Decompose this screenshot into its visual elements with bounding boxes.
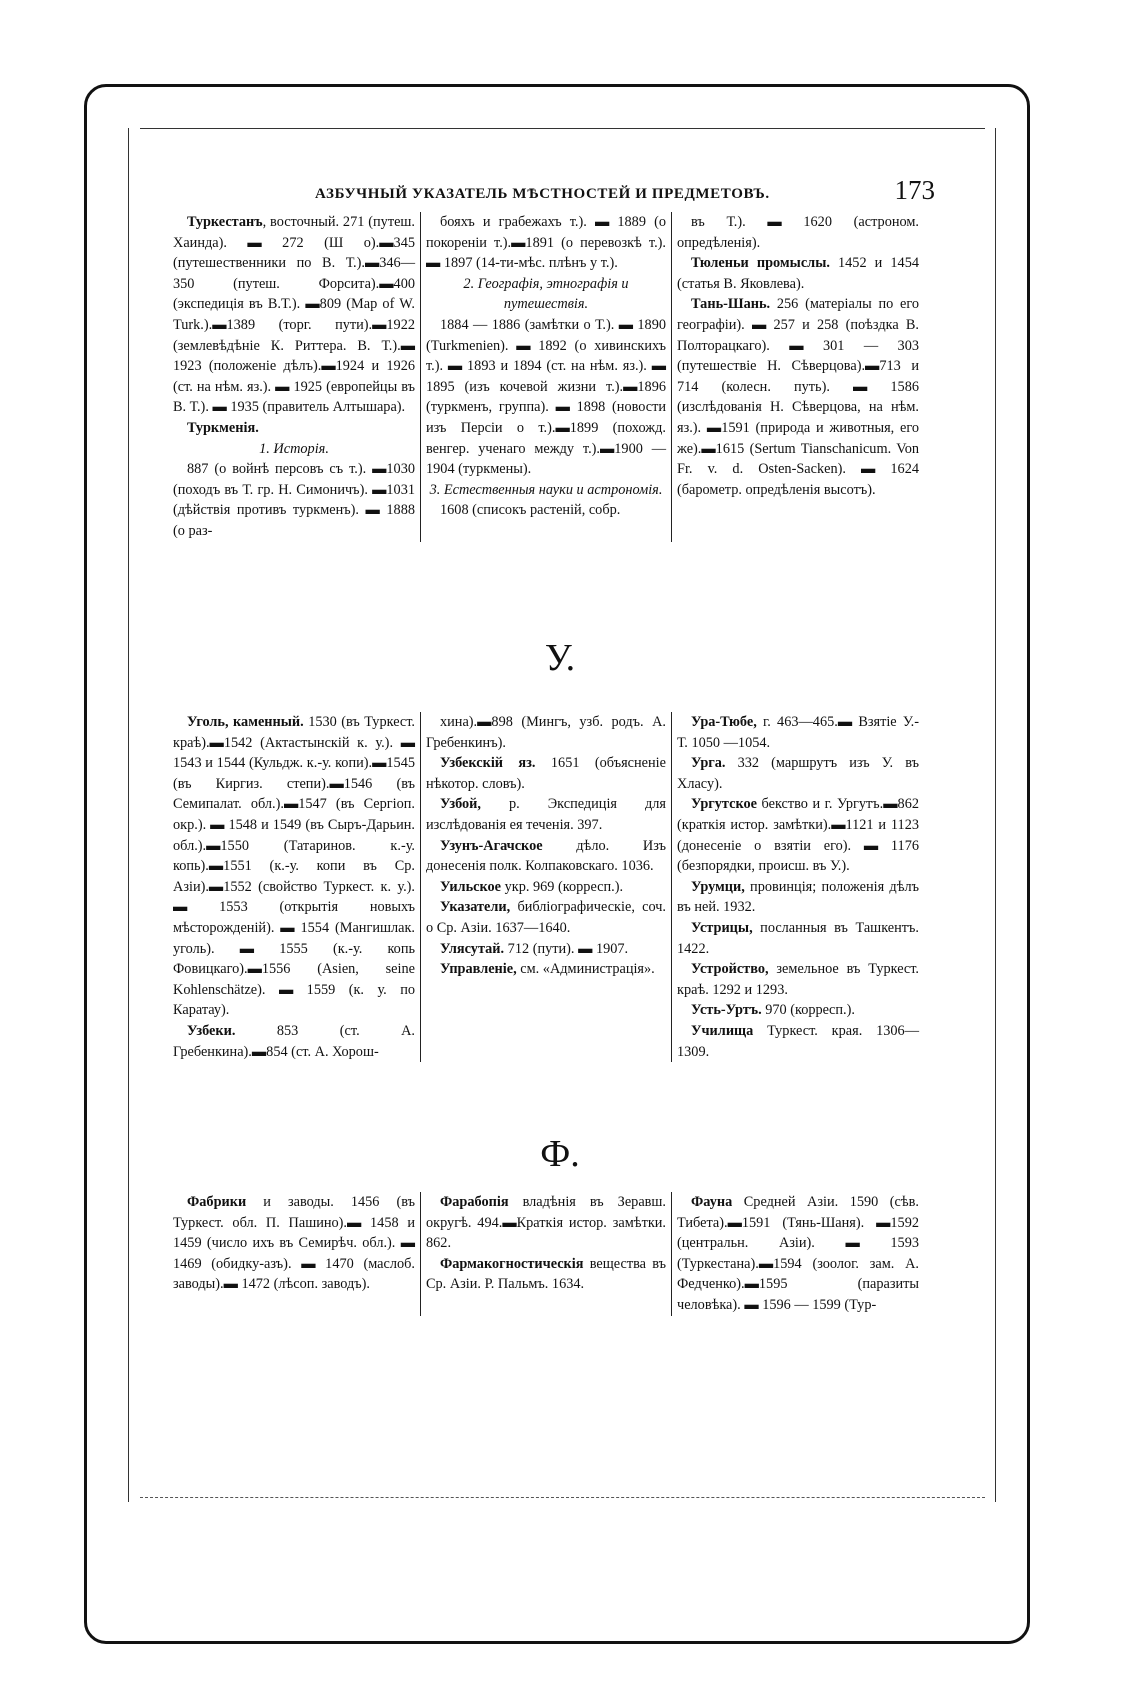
running-header (165, 172, 945, 212)
section-u-col1 (168, 712, 420, 1062)
entry-text: 970 (корреcп.). (761, 1002, 855, 1019)
entry-text: р. Экспедиція для изслѣдованія ея теченія. 397. (426, 796, 666, 833)
section-f-col1 (168, 1192, 420, 1316)
entry-text: хина).▬898 (Мингъ, узб. родъ. А. Гребенкинъ). (426, 714, 666, 751)
section-t-col3 (672, 212, 924, 542)
entry-text: въ Т.). ▬ 1620 (астроном. опредѣленія). (677, 214, 919, 251)
section-f-col2 (420, 1192, 672, 1316)
running-title: АЗБУЧНЫЙ УКАЗАТЕЛЬ МѢСТНОСТЕЙ И ПРЕДМЕТОВЪ. (315, 186, 770, 202)
entry-text: провинція; положенія дѣлъ въ ней. 1932. (677, 878, 919, 916)
entry-text: 712 (пути). ▬ 1907. (504, 940, 629, 957)
section-u (168, 712, 943, 1062)
entry-text: 1884 — 1886 (замѣтки о Т.). ▬ 1890 (Turkmenien). ▬ 1892 (о хивинскихъ т.). ▬ 1893 и 1894 (ст. на нѣм. яз.). ▬ 1895 (изъ кочевой жизни т.).▬1896 (туркменъ, группа). ▬ 1898 (новости изъ Персіи о т.).▬1899 (похожд. венгер. ученаго между т.).▬1900 —1904 (туркмены). (426, 316, 666, 478)
index-entry (426, 836, 666, 877)
entry-text: Средней Азіи. 1590 (сѣв. Тибета).▬1591 (Тянь-Шаня). ▬1592 (центральн. Азіи). ▬ 1593 (Туркестана).▬1594 (зоолог. зам. А. Федченко).▬1595 (паразиты человѣка). ▬ 1596 — 1599 (Тур- (677, 1194, 919, 1313)
index-entry (173, 1021, 415, 1062)
entry-text: Туркест. края. 1306—1309. (677, 1022, 919, 1060)
index-entry (173, 418, 415, 439)
index-entry (677, 877, 919, 918)
entry-text: 853 (ст. А. Гребенкина).▬854 (ст. А. Хорош- (173, 1022, 415, 1060)
entry-heading: Устрицы, (691, 919, 753, 936)
entry-heading: Урга. (691, 755, 726, 772)
index-entry (677, 212, 919, 253)
index-entry (426, 500, 666, 521)
index-entry (173, 1192, 415, 1295)
section-t (168, 212, 943, 542)
index-entry (677, 794, 919, 876)
entry-heading: Указатели, (440, 899, 511, 916)
index-entry (677, 294, 919, 500)
index-entry (426, 753, 666, 794)
entry-heading: Уголь, каменный. (187, 714, 304, 730)
entry-heading: Туркменія. (187, 419, 259, 436)
index-entry (426, 939, 666, 960)
entry-heading: Узунъ-Агачское (440, 837, 543, 854)
entry-text: вещества въ Ср. Азіи. Р. Пальмъ. 1634. (426, 1255, 666, 1293)
entry-heading: Туркестанъ (187, 214, 263, 230)
entry-text: 256 (матеріалы по его географіи). ▬ 257 и 258 (поѣздка В. Полторацкаго). ▬ 301 — 303 (путешествіе Н. Сѣверцова).▬713 и 714 (колесн. путь). ▬ 1586 (изслѣдованія Н. Сѣверцова, на нѣм. яз.). ▬1591 (природа и животныя, его же).▬1615 (Sertum Tianschanicum. Von Fr. v. d. Osten-Sacken). ▬ 1624 (барометр. опредѣленія высотъ). (677, 296, 919, 498)
entry-text: посланныя въ Ташкентъ. 1422. (677, 919, 919, 957)
entry-heading: Узбекскій яз. (440, 755, 536, 772)
section-letter-u: У. (544, 637, 576, 679)
entry-text: владѣнія въ Зеравш. округѣ. 494.▬Краткія истор. замѣтки. 862. (426, 1194, 666, 1252)
entry-text: библіографическіе, соч. о Ср. Азіи. 1637—1640. (426, 899, 666, 936)
entry-heading: Устройство, (691, 961, 769, 978)
subsection-heading: 2. Географія, этнографія и путешествія. (463, 275, 629, 313)
entry-text: и заводы. 1456 (въ Туркест. обл. П. Пашино).▬ 1458 и 1459 (число ихъ въ Семирѣч. обл.). ▬ 1469 (обидку-азъ). ▬ 1470 (маслоб. заводы).▬ 1472 (лѣсоп. заводъ). (173, 1194, 415, 1293)
index-entry (677, 253, 919, 294)
frame-bottom-rule (140, 1497, 985, 1498)
page-number: 173 (894, 175, 935, 205)
entry-heading: Улясутай. (440, 940, 505, 957)
entry-text: 1452 и 1454 (статья В. Яковлева). (677, 255, 919, 292)
entry-heading: Фарабопія (440, 1194, 509, 1210)
index-entry (173, 712, 415, 1021)
entry-text: 887 (о войнѣ персовъ съ т.). ▬1030 (походъ въ Т. гр. Н. Симоничъ). ▬1031 (дѣйствія противъ туркменъ). ▬ 1888 (о раз- (173, 461, 415, 539)
section-u-col2 (420, 712, 672, 1062)
entry-text: 1608 (списокъ растеній, собр. (440, 502, 621, 519)
index-entry (677, 918, 919, 959)
entry-text: г. 463—465.▬ Взятіе У.-Т. 1050 —1054. (677, 714, 919, 751)
entry-heading: Узбой, (440, 796, 481, 813)
section-u-col3 (672, 712, 924, 1062)
entry-text: укр. 969 (корресп.). (501, 878, 624, 895)
index-entry (677, 1000, 919, 1021)
index-entry (677, 1021, 919, 1062)
index-entry (426, 794, 666, 835)
frame-top-rule (140, 128, 985, 129)
entry-heading: Училища (691, 1022, 754, 1039)
index-entry (677, 712, 919, 753)
index-entry (173, 212, 415, 418)
entry-heading: Усть-Уртъ. (691, 1002, 762, 1019)
entry-heading: Ура-Тюбе, (691, 714, 757, 730)
entry-text: 332 (маршрутъ изъ У. въ Хласу). (677, 755, 919, 792)
index-entry (426, 959, 666, 980)
subsection-heading: 3. Естественныя науки и астрономія. (429, 481, 663, 498)
entry-heading: Фауна (691, 1194, 733, 1210)
entry-text: бекство и г. Ургутъ.▬862 (краткія истор. замѣтки).▬1121 и 1123 (донесеніе о взятіи его). ▬ 1176 (безпорядки, происш. въ У.). (677, 796, 919, 875)
entry-text: 1651 (объясненіе нѣкотор. словъ). (426, 755, 666, 792)
index-entry (426, 315, 666, 480)
entry-heading: Ургутское (691, 796, 757, 813)
index-entry (173, 459, 415, 541)
section-t-col1 (168, 212, 420, 542)
index-entry (677, 753, 919, 794)
section-f (168, 1192, 943, 1316)
index-entry (677, 959, 919, 1000)
index-entry (426, 897, 666, 938)
entry-heading: Фабрики (187, 1194, 247, 1210)
entry-heading: Урумци, (691, 878, 745, 895)
entry-heading: Тань-Шань. (691, 296, 771, 313)
entry-heading: Фармакогностическія (440, 1255, 584, 1272)
entry-text: дѣло. Изъ донесенія полк. Колпаковскаго. 1036. (426, 837, 666, 875)
entry-text: см. «Администрація». (516, 961, 655, 978)
subsection-heading: 1. Исторія. (259, 440, 329, 457)
index-entry (677, 1192, 919, 1316)
entry-heading: Узбеки. (187, 1022, 236, 1039)
section-f-col3 (672, 1192, 924, 1316)
entry-text: , восточный. 271 (путеш. Хаинда). ▬ 272 (Ш о).▬345 (путешественники по В. Т.).▬346—350 (путеш. Форсита).▬400 (экспедиція въ В.Т.). ▬809 (Map of W. Turk.).▬1389 (торг. пути).▬1922 (землевѣдѣніе К. Риттера. В. Т.).▬ 1923 (положеніе дѣлъ).▬1924 и 1926 (ст. на нѣм. яз.). ▬ 1925 (европейцы въ В. Т.). ▬ 1935 (правитель Алтышара). (173, 214, 415, 416)
entry-text: земельное въ Туркест. краѣ. 1292 и 1293. (677, 961, 919, 998)
index-entry (426, 212, 666, 274)
index-entry (426, 1254, 666, 1295)
section-t-col2 (420, 212, 672, 542)
section-letter-f: Ф. (540, 1133, 580, 1175)
index-entry (426, 877, 666, 898)
index-entry (426, 712, 666, 753)
entry-heading: Уильское (440, 878, 502, 895)
entry-heading: Управленіе, (440, 961, 517, 978)
entry-text: 1530 (въ Туркест. краѣ).▬1542 (Актастынскій к. у.). ▬ 1543 и 1544 (Кульдж. к.-у. копи).▬1545 (въ Киргиз. степи).▬1546 (въ Семипалат. обл.).▬1547 (въ Сергіоп. окр.). ▬ 1548 и 1549 (въ Сыръ-Дарьин. обл.).▬1550 (Татаринов. к.-у. копь).▬1551 (к.-у. копи въ Ср. Азіи).▬1552 (свойство Туркест. к. у.). ▬ 1553 (открытія новыхъ мѣсторожденій). ▬ 1554 (Мангишлак. уголь). ▬ 1555 (к.-у. копь Фовицкаго).▬1556 (Asien, seine Kohlenschätze). ▬ 1559 (к. у. по Каратау). (173, 714, 415, 1019)
entry-heading: Тюленьи промыслы. (691, 255, 830, 272)
index-entry (426, 1192, 666, 1254)
entry-text: бояхъ и грабежахъ т.). ▬ 1889 (о покореніи т.).▬1891 (о перевозкѣ т.). ▬ 1897 (14-ти-мѣс. плѣнъ у т.). (426, 214, 666, 272)
